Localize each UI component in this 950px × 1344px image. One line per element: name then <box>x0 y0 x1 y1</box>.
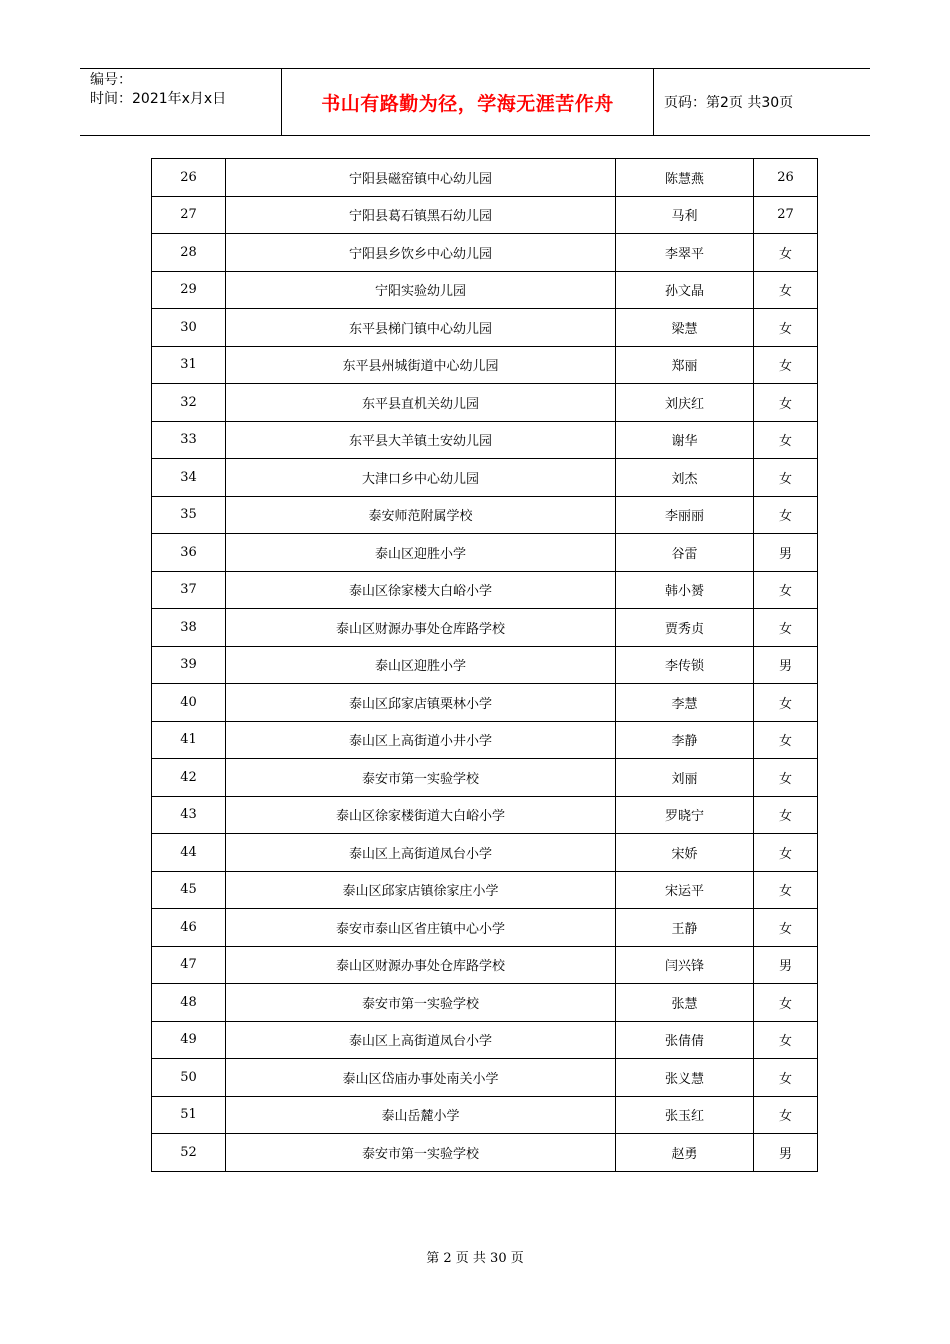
header-page-info <box>654 69 870 135</box>
row-number-cell: 52 <box>152 1134 226 1172</box>
row-number-cell: 47 <box>152 946 226 984</box>
row-number-cell: 30 <box>152 309 226 347</box>
row-number-cell: 28 <box>152 234 226 272</box>
name-cell: 王静 <box>616 909 754 947</box>
gender-cell: 27 <box>754 196 818 234</box>
gender-cell: 女 <box>754 346 818 384</box>
table-row <box>152 159 818 197</box>
name-cell: 贾秀贞 <box>616 609 754 647</box>
page-footer <box>0 1247 950 1266</box>
school-cell: 泰山区上高街道小井小学 <box>226 721 616 759</box>
table-row <box>152 1134 818 1172</box>
name-cell: 韩小赟 <box>616 571 754 609</box>
table-row <box>152 496 818 534</box>
name-cell: 李传锁 <box>616 646 754 684</box>
name-cell: 谢华 <box>616 421 754 459</box>
table-row <box>152 946 818 984</box>
row-number-cell: 38 <box>152 609 226 647</box>
gender-cell: 女 <box>754 1059 818 1097</box>
name-cell: 刘丽 <box>616 759 754 797</box>
name-cell: 宋娇 <box>616 834 754 872</box>
name-cell: 宋运平 <box>616 871 754 909</box>
roster-body <box>152 159 818 1172</box>
gender-cell: 26 <box>754 159 818 197</box>
table-row <box>152 421 818 459</box>
row-number-cell: 51 <box>152 1096 226 1134</box>
gender-cell: 女 <box>754 1096 818 1134</box>
document-header <box>80 68 870 136</box>
name-cell: 赵勇 <box>616 1134 754 1172</box>
name-cell: 梁慧 <box>616 309 754 347</box>
table-row <box>152 534 818 572</box>
table-row <box>152 834 818 872</box>
gender-cell: 女 <box>754 871 818 909</box>
table-row <box>152 721 818 759</box>
row-number-cell: 48 <box>152 984 226 1022</box>
row-number-cell: 36 <box>152 534 226 572</box>
table-row <box>152 609 818 647</box>
school-cell: 泰山区邱家店镇栗林小学 <box>226 684 616 722</box>
school-cell: 泰山区徐家楼街道大白峪小学 <box>226 796 616 834</box>
school-cell: 泰安市第一实验学校 <box>226 984 616 1022</box>
school-cell: 泰山区迎胜小学 <box>226 534 616 572</box>
gender-cell: 女 <box>754 796 818 834</box>
school-cell: 东平县梯门镇中心幼儿园 <box>226 309 616 347</box>
row-number-cell: 43 <box>152 796 226 834</box>
table-row <box>152 309 818 347</box>
table-row <box>152 234 818 272</box>
motto-text: 书山有路勤为径，学海无涯苦作舟 <box>321 92 614 115</box>
table-row <box>152 1096 818 1134</box>
footer-page-text: 第 2 页 共 30 页 <box>426 1251 524 1266</box>
table-row <box>152 909 818 947</box>
gender-cell: 男 <box>754 1134 818 1172</box>
gender-cell: 女 <box>754 609 818 647</box>
school-cell: 泰安市第一实验学校 <box>226 1134 616 1172</box>
row-number-cell: 41 <box>152 721 226 759</box>
table-row <box>152 346 818 384</box>
gender-cell: 女 <box>754 1021 818 1059</box>
table-row <box>152 646 818 684</box>
gender-cell: 女 <box>754 421 818 459</box>
table-row <box>152 1021 818 1059</box>
name-cell: 孙文晶 <box>616 271 754 309</box>
school-cell: 泰安市泰山区省庄镇中心小学 <box>226 909 616 947</box>
name-cell: 张慧 <box>616 984 754 1022</box>
table-row <box>152 984 818 1022</box>
school-cell: 东平县大羊镇土安幼儿园 <box>226 421 616 459</box>
row-number-cell: 35 <box>152 496 226 534</box>
code-label: 编号： <box>90 72 132 88</box>
school-cell: 泰山区徐家楼大白峪小学 <box>226 571 616 609</box>
name-cell: 李静 <box>616 721 754 759</box>
table-row <box>152 271 818 309</box>
name-cell: 罗晓宁 <box>616 796 754 834</box>
gender-cell: 女 <box>754 684 818 722</box>
gender-cell: 女 <box>754 721 818 759</box>
row-number-cell: 33 <box>152 421 226 459</box>
name-cell: 李翠平 <box>616 234 754 272</box>
gender-cell: 女 <box>754 234 818 272</box>
school-cell: 泰山区上高街道凤台小学 <box>226 834 616 872</box>
name-cell: 张义慧 <box>616 1059 754 1097</box>
gender-cell: 女 <box>754 834 818 872</box>
table-row <box>152 571 818 609</box>
date-label: 时间：2021年x月x日 <box>90 91 227 107</box>
name-cell: 马利 <box>616 196 754 234</box>
school-cell: 宁阳县葛石镇黑石幼儿园 <box>226 196 616 234</box>
row-number-cell: 37 <box>152 571 226 609</box>
row-number-cell: 46 <box>152 909 226 947</box>
school-cell: 东平县直机关幼儿园 <box>226 384 616 422</box>
school-cell: 泰山区财源办事处仓库路学校 <box>226 609 616 647</box>
name-cell: 郑丽 <box>616 346 754 384</box>
name-cell: 张玉红 <box>616 1096 754 1134</box>
row-number-cell: 39 <box>152 646 226 684</box>
row-number-cell: 31 <box>152 346 226 384</box>
page-info-text: 页码：第2页 共30页 <box>664 95 794 111</box>
gender-cell: 女 <box>754 496 818 534</box>
table-row <box>152 796 818 834</box>
row-number-cell: 50 <box>152 1059 226 1097</box>
gender-cell: 女 <box>754 271 818 309</box>
name-cell: 刘杰 <box>616 459 754 497</box>
gender-cell: 女 <box>754 909 818 947</box>
gender-cell: 女 <box>754 759 818 797</box>
school-cell: 泰山区财源办事处仓库路学校 <box>226 946 616 984</box>
row-number-cell: 34 <box>152 459 226 497</box>
school-cell: 大津口乡中心幼儿园 <box>226 459 616 497</box>
school-cell: 泰安师范附属学校 <box>226 496 616 534</box>
school-cell: 泰山区迎胜小学 <box>226 646 616 684</box>
row-number-cell: 40 <box>152 684 226 722</box>
table-row <box>152 684 818 722</box>
school-cell: 泰山区岱庙办事处南关小学 <box>226 1059 616 1097</box>
roster-table <box>151 158 818 1172</box>
row-number-cell: 32 <box>152 384 226 422</box>
row-number-cell: 27 <box>152 196 226 234</box>
name-cell: 李丽丽 <box>616 496 754 534</box>
gender-cell: 男 <box>754 946 818 984</box>
gender-cell: 男 <box>754 534 818 572</box>
row-number-cell: 45 <box>152 871 226 909</box>
row-number-cell: 29 <box>152 271 226 309</box>
school-cell: 泰安市第一实验学校 <box>226 759 616 797</box>
name-cell: 陈慧燕 <box>616 159 754 197</box>
gender-cell: 女 <box>754 984 818 1022</box>
school-cell: 泰山岳麓小学 <box>226 1096 616 1134</box>
name-cell: 闫兴锋 <box>616 946 754 984</box>
school-cell: 泰山区上高街道凤台小学 <box>226 1021 616 1059</box>
school-cell: 宁阳实验幼儿园 <box>226 271 616 309</box>
row-number-cell: 49 <box>152 1021 226 1059</box>
table-row <box>152 459 818 497</box>
header-motto-cell <box>282 69 654 135</box>
school-cell: 东平县州城街道中心幼儿园 <box>226 346 616 384</box>
table-row <box>152 384 818 422</box>
table-row <box>152 196 818 234</box>
gender-cell: 女 <box>754 571 818 609</box>
gender-cell: 女 <box>754 309 818 347</box>
gender-cell: 女 <box>754 459 818 497</box>
row-number-cell: 42 <box>152 759 226 797</box>
row-number-cell: 26 <box>152 159 226 197</box>
name-cell: 张倩倩 <box>616 1021 754 1059</box>
school-cell: 宁阳县乡饮乡中心幼儿园 <box>226 234 616 272</box>
name-cell: 李慧 <box>616 684 754 722</box>
row-number-cell: 44 <box>152 834 226 872</box>
gender-cell: 男 <box>754 646 818 684</box>
header-meta <box>80 69 282 135</box>
table-row <box>152 871 818 909</box>
school-cell: 泰山区邱家店镇徐家庄小学 <box>226 871 616 909</box>
gender-cell: 女 <box>754 384 818 422</box>
table-row <box>152 759 818 797</box>
name-cell: 谷雷 <box>616 534 754 572</box>
school-cell: 宁阳县磁窑镇中心幼儿园 <box>226 159 616 197</box>
table-row <box>152 1059 818 1097</box>
name-cell: 刘庆红 <box>616 384 754 422</box>
